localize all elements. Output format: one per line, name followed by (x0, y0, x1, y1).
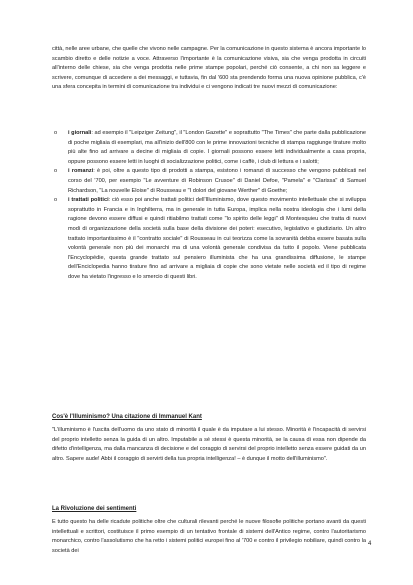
section-heading-rivoluzione: La Rivoluzione dei sentimenti (52, 506, 137, 512)
paragraph-rivoluzione (52, 518, 366, 556)
item-text: : è poi, oltre a questo tipo di prodotti a stampa, esistono i romanzi di successo che vengono pubblicati nel corso del '700, per esempio "Le avventure di Robinson Crusoe" di Daniel Defoe, "Pamela" e "Clarissa" di Samuel Richardson, "La nouvelle Eloise" di Rousseau e "I dolori del giovane Werther" di Goethe; (68, 168, 366, 194)
page-number: 4 (368, 541, 372, 547)
item-label: i trattati politici (68, 197, 109, 204)
bullet-icon: o (54, 168, 58, 175)
bullet-icon: o (54, 130, 58, 136)
media-list (52, 129, 366, 283)
list-item (52, 167, 366, 196)
kant-quote (52, 426, 366, 464)
section-heading-illuminismo: Cos'è l'Illuminismo? Una citazione di Immanuel Kant (52, 414, 202, 420)
item-text: : ciò esso poi anche trattati politici dell'Illuminismo, dove questo movimento intellettuale che si sviluppa soprattutto in Francia e in Inghilterra, ma in generale in tutta Europa, implica nella nostra ideologia che i lumi della ragione devono essere diffusi e quindi ritiabilmo trattati come "lo spirito delle leggi" di Montesquieu che tratta di nuovi modi di organizzazione della società sulla base della divisione dei poteri: esecutivo, legislativo e giudiziario. Un altro trattato importantissimo è il "contratto sociale" di Rousseau in cui teorizza come la sovranità debba essere basata sulla volontà generale non più dei monarchi ma di una volontà generale condivisa da tutto il popolo. Viene pubblicata l'Encyclopédie, questa grande trattato sul pensiero illuminista che ha una grandissima diffusione, le stampe dell'Enciclopedia hanno tirature fino ad arrivare a migliaia di copie che sono vietate nelle società ed il tipo di regime dove ha vietato l'ingresso e lo smercio di questi libri. (68, 197, 366, 280)
item-label: i giornali (68, 130, 92, 136)
intro-text: città, nelle aree urbane, che quelle che vivono nelle campagne. Per la comunicazione in questo sistema è ancora importante lo scambio diretto e delle notizie a voce. Attraverso l'importante è la comunicazione visiva, sia che venga prodotta in circuiti all'interno delle chiese, sia che venga prodotta nelle prime stampe popolari, perché ciò consente, a chi non sa leggere e scrivere, comunque di accedere a dei messaggi, e tuttavia, fin dal '600 sta prendendo forma una nuova opinione pubblica, c'è una sfera concepita in termini di comunicazione tra individui e ci vengono indicati tre nuovi mezzi di comunicazione: (52, 46, 366, 91)
item-text: : ad esempio il "Leipziger Zeitung", il "London Gazette" e soprattutto "The Times" che parte dalla pubblicazione di poche migliaia di esemplari, ma all'inizio dell'800 con le prime innovazioni tecniche di stampa raggiunge tirature molto più alte fino ad arrivare a decine di migliaia di copie. I giornali possono essere letti individualmente a casa propria, oppure possono essere letti in luoghi di socializzazione politici, come i caffè, i club di lettura e i salotti; (68, 130, 367, 165)
item-label: i romanzi (68, 168, 94, 175)
quote-text: "L'illuminismo è l'uscita dell'uomo da uno stato di minorità il quale è da imputare a lui stesso. Minorità è l'incapacità di servirsi del proprio intelletto senza la guida di un altro. Imputabile a sé stessi è questa minorità, se la causa di essa non dipende da difetto d'intelligenza, ma dalla mancanza di decisione e del coraggio di servirsi del proprio intelletto senza essere guidati da un altro. Sapere aude! Abbi il coraggio di servirti della tua propria intelligenza! – è dunque il motto dell'illuminismo". (52, 427, 366, 462)
list-item (52, 196, 366, 282)
intro-paragraph (52, 45, 366, 93)
list-item (52, 129, 366, 167)
bullet-icon: o (54, 197, 58, 204)
paragraph-text: E tutto questo ha delle ricadute politiche oltre che culturali rilevanti perché le nuove filosofie politiche portano avanti da questi intellettuali e scrittori, costituisce il primo esempio di un tentativo frontale di sistemi dell'Antico regime, contro l'autoritarismo monarchico, contro l'assolutismo che ha retto i sistemi politici europei fino al '700 e contro il privilegio nobiliare, quindi contro la società dei (52, 519, 366, 554)
